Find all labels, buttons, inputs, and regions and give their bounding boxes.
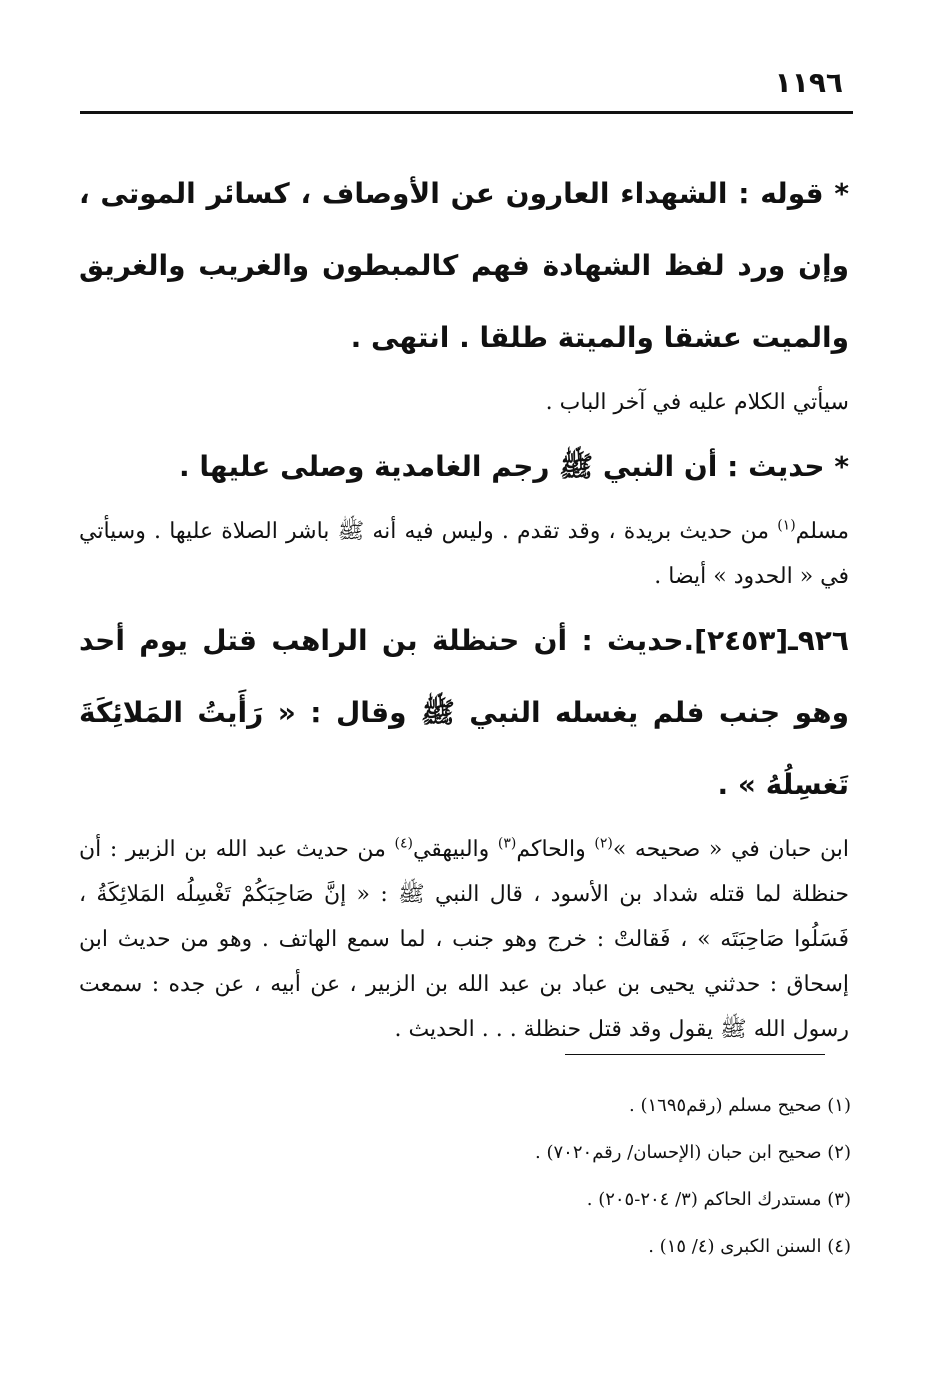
footnote-text: صحيح مسلم (رقم١٦٩٥) . [629,1095,822,1116]
footnote-3 [351,1176,851,1223]
footnote-ref: (٢) [594,835,613,852]
footnote-text: السنن الكبرى (٤/ ١٥) . [648,1236,822,1257]
source-name: مسلم [795,519,849,544]
footnote-ref: (٣) [497,835,517,852]
footnote-number: (٢) [827,1142,851,1163]
commentary-text: من حديث عبد الله بن الزبير : أن حنظلة لما قتله شداد بن الأسود ، قال النبي ﷺ : « إنَّ صَاحِبَكُمْ تَغْسِلُه المَلائِكَةُ ، فَسَلُوا صَاحِبَتَه » ، فَقالتْ : خرج وهو جنب ، لما سمع الهاتف . وهو من حديث ابن إسحاق : حدثني يحيى بن عباد بن عبد الله بن الزبير ، عن أبيه ، عن جده : سمعت رسول الله ﷺ يقول وقد قتل حنظلة . . . الحديث . [79,837,849,1042]
footnotes [351,1082,851,1270]
footnote-rule [565,1054,825,1055]
source-hakim: والحاكم [516,837,595,862]
source-ibn-hibban: ابن حبان في « صحيحه » [612,837,849,862]
footnote-2 [351,1129,851,1176]
footnote-number: (٣) [827,1189,851,1210]
footnote-text: صحيح ابن حبان (الإحسان/ رقم٧٠٢٠) . [535,1142,822,1163]
quote-block-2: * حديث : أن النبي ﷺ رجم الغامدية وصلى عليها . [179,450,849,483]
source-bayhaqi: والبيهقي [412,837,498,862]
commentary-1: سيأتي الكلام عليه في آخر الباب . [545,390,849,415]
footnote-number: (١) [827,1095,851,1116]
commentary-2 [79,509,849,599]
hadith-926: ٩٢٦ـ[٢٤٥٣].حديث : أن حنظلة بن الراهب قتل يوم أحد وهو جنب فلم يغسله النبي ﷺ وقال : « رَأَيتُ المَلائِكَةَ تَغسِلُهُ » . [79,624,849,801]
quote-block-1: * قوله : الشهداء العارون عن الأوصاف ، كسائر الموتى ، وإن ورد لفظ الشهادة فهم كالمبطون والغريب والغريق والميت عشقا والميتة طلقا . انتهى . [79,177,849,354]
footnote-ref: (١) [777,517,796,534]
page-number: ١١٩٦ [774,66,843,99]
footnote-text: مستدرك الحاكم (٣/ ٢٠٤-٢٠٥) . [586,1189,822,1210]
main-text [79,158,849,1052]
footnote-4 [351,1223,851,1270]
header-rule [80,111,853,114]
footnote-ref: (٤) [394,835,413,852]
footnote-1 [351,1082,851,1129]
commentary-text: من حديث بريدة ، وقد تقدم . وليس فيه أنه ﷺ باشر الصلاة عليها . وسيأتي في « الحدود » أيضا . [79,519,849,589]
footnote-number: (٤) [827,1236,851,1257]
commentary-3 [79,827,849,1052]
